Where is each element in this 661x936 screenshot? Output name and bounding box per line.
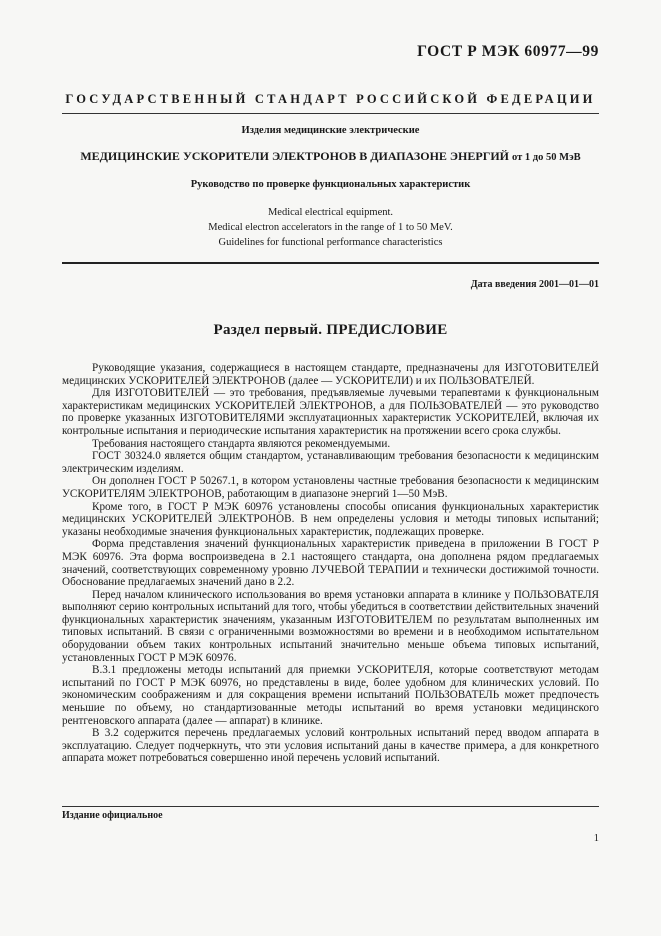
document-guide-title: Руководство по проверке функциональных характеристик: [190, 179, 471, 190]
body-text: [62, 362, 599, 765]
paragraph: В.3.1 предложены методы испытаний для приемки УСКОРИТЕЛЯ, которые соответствуют методам испытаний по ГОСТ Р МЭК 60976, но представлены в виде, более удобном для клинических условий. По экономическим соображениям и для сокращения времени испытаний ПОЛЬЗОВАТЕЛЬ может предпочесть меньшие по объему, но стандартизованные методы испытаний во время установки медицинского рентгеновского аппарата (далее — аппарат) в клинике.: [62, 664, 599, 727]
paragraph: Перед началом клинического использования во время установки аппарата в клинике у ПОЛЬЗОВАТЕЛЯ выполняют серию контрольных испытаний для того, чтобы убедиться в соответствии действительных значений функциональных характеристик значениям, указанным ИЗГОТОВИТЕЛЕМ по результатам выполненных им типовых испытаний. В связи с ограниченными возможностями во времени и в необходимом испытательном оборудовании объем таких контрольных испытаний значительно меньше объема типовых испытаний, установленных ГОСТ Р МЭК 60976.: [62, 588, 599, 664]
main-title-range: от 1 до 50 МэВ: [512, 152, 581, 163]
paragraph: Кроме того, в ГОСТ Р МЭК 60976 установлены способы описания функциональных характеристик медицинских УСКОРИТЕЛЕЙ ЭЛЕКТРОНОВ. В нем определены условия и методы типовых испытаний; указаны необходимые значения функциональных характеристик, подлежащих проверке.: [62, 500, 599, 538]
english-title-line: Guidelines for functional performance characteristics: [218, 237, 443, 248]
english-title-line: Medical electrical equipment.: [267, 207, 394, 218]
edition-note: Издание официальное: [62, 810, 163, 821]
paragraph: Форма представления значений функциональных характеристик приведена в приложении В ГОСТ Р МЭК 60976. Эта форма воспроизведена в 2.1 настоящего стандарта, она дополнена рядом предлагаемых значений, соответствующих современному уровню ЛУЧЕВОЙ ТЕРАПИИ и технически достижимой точности. Обоснование предлагаемых значений дано в 2.2.: [62, 538, 599, 589]
page-number: 1: [593, 833, 599, 844]
header-divider: [62, 113, 599, 114]
state-standard-heading: ГОСУДАРСТВЕННЫЙ СТАНДАРТ РОССИЙСКОЙ ФЕДЕРАЦИИ: [65, 92, 596, 106]
introduction-date: Дата введения 2001—01—01: [470, 279, 599, 290]
section-title: Раздел первый. ПРЕДИСЛОВИЕ: [213, 322, 448, 338]
footer-divider: [62, 806, 599, 807]
paragraph: Руководящие указания, содержащиеся в настоящем стандарте, предназначены для ИЗГОТОВИТЕЛЕЙ медицинских УСКОРИТЕЛЕЙ ЭЛЕКТРОНОВ (далее — УСКОРИТЕЛИ) и их ПОЛЬЗОВАТЕЛЕЙ.: [62, 362, 599, 387]
document-subtitle: Изделия медицинские электрические: [241, 125, 420, 136]
paragraph: Он дополнен ГОСТ Р 50267.1, в котором установлены частные требования безопасности к медицинским УСКОРИТЕЛЯМ ЭЛЕКТРОНОВ, работающим в диапазоне энергий 1—50 МэВ.: [62, 475, 599, 500]
title-divider: [62, 262, 599, 264]
document-main-title: [62, 149, 599, 164]
english-title-block: [62, 205, 599, 250]
document-code: ГОСТ Р МЭК 60977—99: [417, 43, 599, 60]
paragraph: ГОСТ 30324.0 является общим стандартом, устанавливающим требования безопасности к медицинским электрическим изделиям.: [62, 450, 599, 475]
english-title-line: Medical electron accelerators in the range of 1 to 50 MeV.: [208, 222, 453, 233]
paragraph: Требования настоящего стандарта являются рекомендуемыми.: [92, 437, 391, 450]
paragraph: Для ИЗГОТОВИТЕЛЕЙ — это требования, предъявляемые лучевыми терапевтами к функциональным характеристикам медицинских УСКОРИТЕЛЕЙ ЭЛЕКТРОНОВ, а для ПОЛЬЗОВАТЕЛЕЙ — это руководство по проверке указанных ИЗГОТОВИТЕЛЯМИ эксплуатационных характеристик УСКОРИТЕЛЕЙ, включая их контрольные испытания и периодические испытания характеристик на протяжении всего срока службы.: [62, 387, 599, 437]
paragraph: В 3.2 содержится перечень предлагаемых условий контрольных испытаний перед вводом аппарата в эксплуатацию. Следует подчеркнуть, что эти условия испытаний даны в качестве примера, а для конкретного аппарата может потребоваться совершенно иной перечень условий испытаний.: [62, 727, 599, 765]
main-title-prefix: МЕДИЦИНСКИЕ УСКОРИТЕЛИ ЭЛЕКТРОНОВ В ДИАПАЗОНЕ ЭНЕРГИЙ: [80, 149, 513, 163]
